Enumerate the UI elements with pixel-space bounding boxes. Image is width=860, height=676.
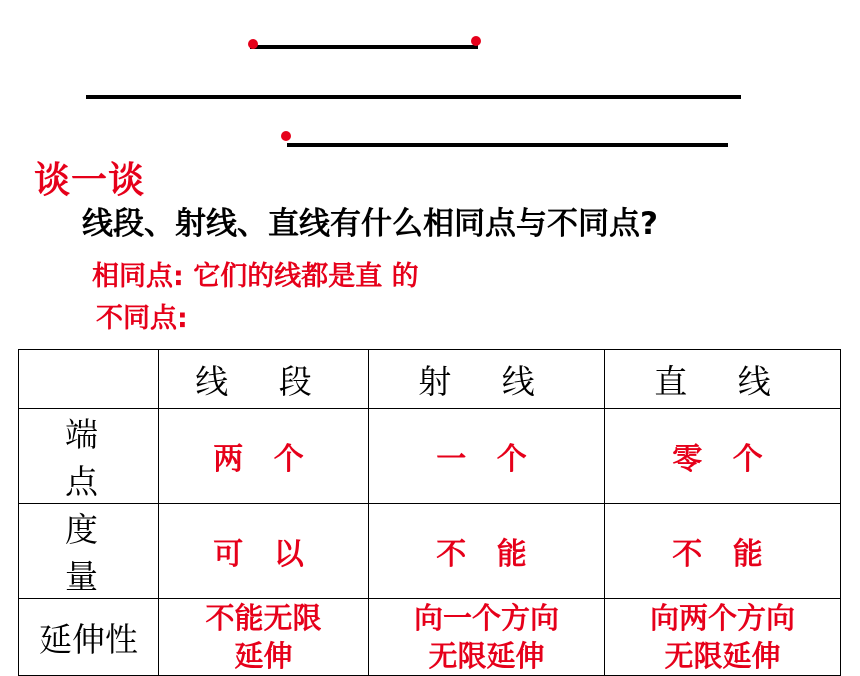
ray xyxy=(287,143,728,147)
table-row-extensibility xyxy=(19,599,841,676)
discussion-question: 线段、射线、直线有什么相同点与不同点? xyxy=(82,206,658,242)
header-cell-segment: 线 段 xyxy=(159,350,369,409)
table-header-row xyxy=(19,350,841,409)
cell-segment-measurement: 可 以 xyxy=(159,504,369,599)
cell-segment-endpoints: 两 个 xyxy=(159,409,369,504)
similarity-answer: 相同点: 它们的线都是直 的 xyxy=(92,261,419,292)
segment-endpoint-right xyxy=(471,36,481,46)
cell-line-2: 无限延伸 xyxy=(428,639,545,673)
header-cell-ray: 射 线 xyxy=(369,350,605,409)
row-label-extensibility: 延伸性 xyxy=(19,599,159,676)
difference-label: 不同点: xyxy=(96,303,188,334)
cell-ray-extensibility xyxy=(369,599,605,676)
cell-line-2: 无限延伸 xyxy=(664,639,781,673)
cell-line-extensibility xyxy=(605,599,841,676)
cell-line-endpoints: 零 个 xyxy=(605,409,841,504)
ray-endpoint xyxy=(281,131,291,141)
header-cell-empty xyxy=(19,350,159,409)
discussion-heading: 谈一谈 xyxy=(34,160,146,201)
straight-line xyxy=(86,95,741,99)
cell-segment-extensibility xyxy=(159,599,369,676)
segment-endpoint-left xyxy=(248,39,258,49)
line-segment xyxy=(250,45,478,49)
row-label-measurement: 度 量 xyxy=(19,504,159,599)
cell-ray-measurement: 不 能 xyxy=(369,504,605,599)
cell-line-1: 不能无限 xyxy=(205,601,322,635)
comparison-table xyxy=(18,349,841,676)
header-cell-line: 直 线 xyxy=(605,350,841,409)
table-row-endpoints xyxy=(19,409,841,504)
row-label-endpoints: 端 点 xyxy=(19,409,159,504)
cell-line-2: 延伸 xyxy=(234,639,293,673)
cell-ray-endpoints: 一 个 xyxy=(369,409,605,504)
cell-line-1: 向两个方向 xyxy=(649,601,795,635)
cell-line-1: 向一个方向 xyxy=(413,601,559,635)
cell-line-measurement: 不 能 xyxy=(605,504,841,599)
table-row-measurement xyxy=(19,504,841,599)
